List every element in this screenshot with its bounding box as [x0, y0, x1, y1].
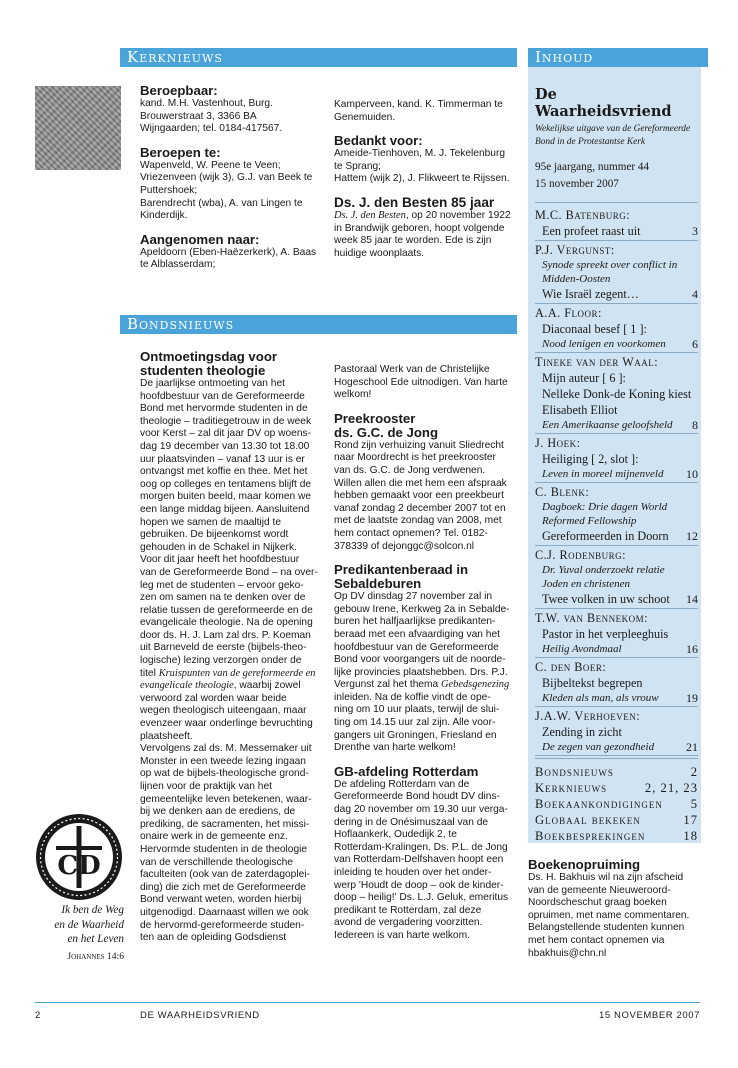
toc-author: C. Blenk:: [535, 484, 590, 499]
text-line: prediking, de sacramenten, het missi-: [140, 818, 310, 830]
text-line: dering in de Onésimuszaal van de: [334, 816, 489, 828]
bondsnieuws-header: Bondsnieuws: [120, 315, 517, 334]
gb-title: GB-afdeling Rotterdam: [334, 763, 479, 779]
text-line: Rond zijn verhuizing vanuit Sliedrecht: [334, 439, 504, 451]
section-item[interactable]: [535, 780, 698, 796]
text-line: Wapenveld, W. Peene te Veen;: [140, 159, 281, 171]
section-name: Boekaankondigingen: [535, 796, 663, 811]
section-page: 17: [683, 812, 698, 827]
text-line: Hoflaankerk, Oudedijk 2, te: [334, 829, 457, 841]
toc-item-page: 16: [686, 641, 698, 656]
text-line: Kamperveen, kand. K. Timmerman te: [334, 99, 503, 110]
toc-item-title: Midden-Oosten: [542, 272, 611, 285]
predikanten-title2: Sebaldeburen: [334, 576, 422, 592]
toc-item[interactable]: [535, 370, 698, 386]
toc-item[interactable]: [535, 500, 698, 514]
text-line: Pastoraal Werk van de Christelijke: [334, 364, 490, 375]
toc-item[interactable]: [535, 675, 698, 691]
text-line: hopen we samen de maaltijd te: [140, 516, 282, 528]
text-line: theologie – traditiegetrouw in de week: [140, 415, 312, 427]
toc-divider: [535, 755, 698, 756]
toc-author: J. Hoek:: [535, 435, 581, 450]
text-line: gemeentelijke leven betekenen, waar-: [140, 793, 312, 805]
toc-item-title: Diaconaal besef [ 1 ]:: [542, 321, 647, 336]
text-line: Bond met hervormde studenten in de: [140, 403, 308, 415]
table-of-contents: [535, 207, 698, 756]
toc-item-title: Synode spreekt over conflict in: [542, 258, 678, 271]
preekrooster-title1: Preekrooster: [334, 410, 416, 426]
text-line: oog op colleges en tentamens blijft de: [140, 478, 312, 490]
issue-number: 95e jaargang, nummer 44: [535, 160, 650, 173]
text-line: predikant te Rotterdam, zal deze: [334, 904, 482, 916]
toc-divider: [535, 545, 698, 546]
kerknieuws-col2: [334, 99, 519, 260]
text-line: onaire werk in de gemeente enz.: [140, 831, 288, 843]
text-line: buren het halfjaarlijkse predikanten-: [334, 616, 496, 628]
text-line: ting om 14.15 uur zal zijn. Alle voor-: [334, 717, 496, 729]
text-line: welkom!: [334, 389, 372, 401]
text-line: hbakhuis@chn.nl: [528, 947, 607, 959]
toc-item[interactable]: [535, 577, 698, 591]
text-line: Wijngaarden; tel. 0184-417567.: [140, 123, 283, 135]
predikanten-title1: Predikantenberaad in: [334, 562, 469, 578]
toc-author: J.A.W. Verhoeven:: [535, 708, 641, 723]
bondsnieuws-col2: [334, 364, 519, 943]
toc-item-title: Mijn auteur [ 6 ]:: [542, 370, 626, 385]
text-line: bij we denken aan de erediens, de: [140, 806, 296, 818]
text-line: avond de vergadering voorzitten.: [334, 917, 483, 929]
bedankt-title: Bedankt voor:: [334, 133, 423, 149]
text-line: Noordscheschut graag boeken: [528, 897, 667, 909]
toc-item[interactable]: [535, 467, 698, 481]
text-line: uur plaatsvinden – vanaf 13 uur is er: [140, 453, 305, 465]
toc-item[interactable]: [535, 418, 698, 432]
toc-divider: [535, 240, 698, 241]
text-line: Ds. H. Bakhuis wil na zijn afscheid: [528, 872, 684, 883]
text-line: Bond voor voorgangers uit de noorde-: [334, 654, 506, 666]
text-line: Barendrecht (wba), A. van Lingen te: [140, 197, 303, 209]
quote-line: en het Leven: [67, 933, 124, 946]
section-page: 2, 21, 23: [644, 780, 698, 795]
text-line: de hervormd-gereformeerde studen-: [140, 919, 305, 931]
text-line: naar Moordrecht is het preekrooster: [334, 452, 496, 464]
text-line: van ds. G.C. de Jong verdwenen.: [334, 464, 486, 476]
toc-item-title: Nelleke Donk-de Koning kiest: [542, 386, 692, 401]
footer-magazine: DE WAARHEIDSVRIEND: [140, 1010, 260, 1021]
footer-rule: [35, 1002, 700, 1003]
quote-line: Ik ben de Weg: [61, 904, 124, 916]
text-line: Hattem (wijk 2), J. Flikweert te Rijssen.: [334, 173, 510, 185]
gb-logo-icon: [34, 812, 124, 902]
text-line: Genemuiden.: [334, 111, 396, 123]
text-line: Vriezenveen (wijk 3), G.J. van Beek te: [140, 172, 313, 184]
toc-item[interactable]: [535, 451, 698, 467]
text-line: Vervolgens zal ds. M. Messemaker uit: [140, 743, 312, 755]
magazine-subtitle: Wekelijkse uitgave van de Gereformeerde: [535, 124, 691, 134]
text-line: Drenthe van harte welkom!: [334, 742, 456, 754]
toc-item[interactable]: [535, 258, 698, 272]
text-line: hebben gemaakt voor een preekbeurt: [334, 490, 504, 502]
text-line: ding) die zich met de Gereformeerde: [140, 881, 306, 893]
text-line: Belangstellende studenten kunnen: [528, 922, 685, 934]
toc-item[interactable]: [535, 386, 698, 402]
text-line: huidige woonplaats.: [334, 247, 425, 259]
text-line: Iedereen is van harte welkom.: [334, 929, 470, 941]
toc-item-page: 14: [686, 591, 698, 606]
text-line: dag 19 december van 13.30 tot 18.00: [140, 440, 310, 452]
toc-item[interactable]: [535, 286, 698, 302]
toc-item-title: Nood lenigen en voorkomen: [542, 337, 666, 350]
text-line: gebruiken. De bijeenkomst wordt: [140, 529, 289, 541]
text-line: logische) lezing verzorgen onder de: [140, 655, 302, 667]
text-line: kand. M.H. Vastenhout, Burg.: [140, 98, 273, 109]
text-line: wegen theologisch uiteengaan, maar: [140, 705, 307, 717]
quote-line: en de Waarheid: [54, 918, 124, 931]
kerknieuws-col1: [140, 84, 325, 272]
text-line: met de laatste zondag van 2008, met: [334, 515, 502, 527]
toc-item[interactable]: [535, 272, 698, 286]
text-line: lijke provincies plaatshebben. Drs. P.J.: [334, 666, 508, 678]
toc-item-title: Wie Israël zegent…: [542, 286, 639, 301]
text-line: plaatsheeft.: [140, 730, 193, 742]
text-line: gehouden in de Schakel in Nijkerk.: [140, 541, 297, 553]
text-line: relatie tussen de gereformeerde en de: [140, 604, 313, 616]
beroepbaar-title: Beroepbaar:: [140, 83, 218, 98]
text-line: verwoord zal worden waar beide: [140, 692, 287, 704]
toc-author: P.J. Vergunst:: [535, 242, 615, 257]
text-line: hem contact opnemen? Tel. 0182-: [334, 527, 488, 539]
text-line: werp 'Houdt de doop – ook de kinder-: [334, 879, 504, 891]
toc-item-title: Joden en christenen: [542, 577, 630, 590]
text-line: Monster in een tweede lezing ingaan: [140, 755, 306, 767]
text-line: Apeldoorn (Eben-Haëzerkerk), A. Baas: [140, 246, 317, 258]
magazine-title: De Waarheidsvriend: [535, 86, 672, 120]
toc-item-title: De zegen van gezondheid: [542, 740, 655, 753]
text-line: Kinderdijk.: [140, 210, 188, 222]
text-line: vanaf zondag 2 december 2007 tot en: [334, 502, 506, 514]
toc-author: C. den Boer:: [535, 659, 607, 674]
text-line: hoofdbestuur van de Gereformeerde: [334, 641, 499, 653]
section-name: Kerknieuws: [535, 780, 608, 795]
section-name: Globaal bekeken: [535, 812, 641, 827]
preekrooster-title2: ds. G.C. de Jong: [334, 424, 439, 440]
text-line: Hervormde studenten in de theologie: [140, 843, 308, 855]
magazine-subtitle: Bond in de Protestantse Kerk: [535, 137, 646, 148]
text-line: Puttershoek;: [140, 184, 198, 196]
toc-item[interactable]: [535, 691, 698, 705]
inhoud-content: [535, 86, 698, 844]
ontmoeting-titel-line: titel Kruispunten van de gereformeerde en: [140, 667, 316, 679]
toc-item[interactable]: [535, 740, 698, 754]
text-line: ning om 10 uur plaats, terwijl de slui-: [334, 704, 500, 716]
toc-item-title: Gereformeerden in Doorn: [542, 528, 669, 543]
toc-item[interactable]: [535, 724, 698, 740]
scripture-quote: [20, 903, 124, 964]
text-line: Ameide-Tienhoven, M. J. Tekelenburg: [334, 148, 506, 160]
text-line: voor Kerst – zal dit jaar DV op woens-: [140, 428, 311, 440]
text-line: met hem contact opnemen via: [528, 934, 665, 946]
text-line: leg met de studenten – ervoor geko-: [140, 579, 304, 591]
text-line: evangelicale theologie. Na de opening: [140, 617, 313, 629]
text-line: inleiden. Na de koffie vindt de ope-: [334, 691, 491, 703]
section-name: Bondsnieuws: [535, 764, 614, 779]
toc-item-page: 4: [692, 286, 698, 301]
text-line: opruimen, met name commentaren.: [528, 909, 690, 921]
toc-author: Tineke van der Waal:: [535, 354, 659, 369]
toc-divider: [535, 706, 698, 707]
text-line: Brouwerstraat 3, 3366 BA: [140, 110, 257, 122]
toc-item[interactable]: [535, 402, 698, 418]
text-line: van de gemeente Nieuweroord-: [528, 884, 671, 896]
text-line: Voor dit jaar heeft het hoofdbestuur: [140, 554, 300, 566]
toc-divider: [535, 352, 698, 353]
toc-item-page: 12: [686, 528, 698, 543]
toc-item[interactable]: [535, 337, 698, 351]
section-item[interactable]: [535, 812, 698, 828]
quote-ref: Johannes 14:6: [67, 950, 124, 962]
text-line: week 85 jaar te worden. Ede is zijn: [334, 235, 492, 247]
text-line: lijnen voor de praktijk van het: [140, 781, 272, 792]
text-line: te Alblasserdam;: [140, 259, 216, 271]
besten-line: Ds. J. den Besten, op 20 november 1922: [334, 209, 511, 221]
toc-item[interactable]: [535, 223, 698, 239]
aangenomen-title: Aangenomen naar:: [140, 231, 260, 247]
toc-divider: [535, 433, 698, 434]
toc-item[interactable]: [535, 591, 698, 607]
toc-item-title: Heiliging [ 2, slot ]:: [542, 451, 639, 466]
ontmoeting-title1: Ontmoetingsdag voor: [140, 349, 278, 364]
portrait-photo: [35, 86, 121, 170]
toc-item-title: Dr. Yuval onderzoekt relatie: [542, 563, 665, 576]
toc-divider: [535, 303, 698, 304]
inhoud-header: Inhoud: [528, 48, 708, 67]
text-line: zen om samen na te denken over de: [140, 592, 306, 604]
text-line: een lange middag bijeen. Aansluitend: [140, 503, 310, 515]
text-line: De jaarlijkse ontmoeting van het: [140, 378, 285, 389]
toc-item[interactable]: [535, 514, 698, 528]
beroepen-title: Beroepen te:: [140, 144, 221, 160]
ontmoeting-titel-line2: evangelicale theologie, waarbij zowel: [140, 680, 301, 692]
ontmoeting-title2: studenten theologie: [140, 363, 266, 378]
section-list: [535, 764, 698, 844]
toc-item-page: 3: [692, 223, 698, 238]
text-line: doop – heilig!' Ds. L.J. Geluk, emeritus: [334, 892, 509, 904]
text-line: op wat de bijbels-theologische grond-: [140, 768, 309, 780]
toc-item-title: Elisabeth Elliot: [542, 402, 618, 417]
boekenopruiming-title: Boekenopruiming: [528, 857, 641, 872]
toc-item[interactable]: [535, 563, 698, 577]
toc-item-page: 8: [692, 417, 698, 432]
text-line: te Sprang;: [334, 160, 382, 172]
toc-item-title: Leven in moreel mijnenveld: [542, 467, 664, 480]
toc-divider: [535, 608, 698, 609]
text-line: Hogeschool Ede uitnodigen. Van harte: [334, 376, 508, 388]
text-line: inleiding te houden over het onder-: [334, 867, 492, 878]
toc-item-title: Heilig Avondmaal: [542, 642, 622, 655]
toc-author: C.J. Rodenburg:: [535, 547, 627, 562]
text-line: ten aan de opleiding Godsdienst: [140, 932, 287, 944]
toc-author: M.C. Batenburg:: [535, 207, 631, 222]
kerknieuws-header: Kerknieuws: [120, 48, 517, 67]
text-line: gangers uit Groningen, Friesland en: [334, 729, 497, 741]
predikanten-thema-line: Vergunst zal het thema Gebedsgenezing: [334, 679, 510, 691]
toc-item-page: 21: [686, 739, 698, 754]
toc-author: A.A. Floor:: [535, 305, 602, 320]
text-line: van de Gereformeerde Bond – na over-: [140, 566, 318, 578]
toc-item[interactable]: [535, 626, 698, 642]
text-line: van de verschillende theologische: [140, 856, 293, 868]
besten-title: Ds. J. den Besten 85 jaar: [334, 194, 495, 210]
section-name: Boekbesprekingen: [535, 828, 646, 843]
text-line: uitgenodigd. Daarnaast willen we ook: [140, 906, 309, 918]
section-item[interactable]: [535, 764, 698, 780]
text-line: Rotterdam-Kralingen. Ds. P.L. de Jong: [334, 841, 508, 853]
boekenopruiming: [528, 858, 713, 960]
toc-item-page: 10: [686, 466, 698, 481]
text-line: De afdeling Rotterdam van de: [334, 778, 470, 790]
logo-letters: CD: [57, 851, 101, 881]
toc-item-title: Zending in zicht: [542, 724, 622, 739]
text-line: Willen allen die met hem een afspraak: [334, 477, 507, 489]
page-number: 2: [35, 1010, 41, 1021]
text-line: 378339 of dejonggc@solcon.nl: [334, 540, 475, 552]
toc-item[interactable]: [535, 321, 698, 337]
toc-author: T.W. van Bennekom:: [535, 610, 648, 625]
toc-item-page: 6: [692, 336, 698, 351]
text-line: morgen buiten beeld, maar komen we: [140, 491, 312, 503]
toc-item-title: Kleden als man, als vrouw: [542, 691, 659, 704]
text-line: uit Barneveld de eerste (bijbels-theo-: [140, 642, 307, 654]
section-page: 5: [690, 796, 698, 811]
text-line: ontvangst met koffie en thee. Met het: [140, 466, 308, 478]
toc-item-page: 19: [686, 690, 698, 705]
text-line: beraad met een afvaardiging van het: [334, 628, 500, 640]
toc-item[interactable]: [535, 642, 698, 656]
section-page: 2: [690, 764, 698, 779]
text-line: hoofdbestuur van de Gereformeerde: [140, 390, 305, 402]
toc-item-title: Een profeet raast uit: [542, 223, 641, 238]
text-line: evenzeer waar onderlinge bevruchting: [140, 718, 313, 730]
section-page: 18: [683, 828, 698, 843]
text-line: van Rotterdam-Delfshaven hoopt een: [334, 854, 504, 866]
text-line: Gereformeerde Bond houdt DV dins-: [334, 791, 500, 803]
toc-item-title: Bijbeltekst begrepen: [542, 675, 643, 690]
text-line: Bond verwant weten, worden hierbij: [140, 894, 302, 906]
text-line: door ds. H. J. Lam zal drs. P. Koeman: [140, 629, 311, 641]
toc-divider: [535, 482, 698, 483]
text-line: faculteiten (ook van de zaterdagoplei-: [140, 869, 310, 881]
section-item[interactable]: [535, 796, 698, 812]
text-line: gebouw Irene, Kerkweg 2a in Sebalde-: [334, 603, 510, 615]
toc-item-title: Dagboek: Drie dagen World: [542, 500, 668, 513]
toc-item-title: Twee volken in uw schoot: [542, 591, 670, 606]
toc-divider: [535, 657, 698, 658]
toc-item-title: Pastor in het verpleeghuis: [542, 626, 669, 641]
issue-date: 15 november 2007: [535, 177, 619, 190]
bondsnieuws-col1: [140, 350, 325, 945]
toc-item-title: Een Amerikaanse geloofsheld: [542, 418, 673, 431]
text-line: Op DV dinsdag 27 november zal in: [334, 591, 492, 603]
toc-item[interactable]: [535, 528, 698, 544]
text-line: dag 20 november om 19.30 uur verga-: [334, 804, 508, 816]
section-item[interactable]: [535, 828, 698, 844]
footer-date: 15 NOVEMBER 2007: [599, 1010, 700, 1021]
toc-item-title: Reformed Fellowship: [542, 514, 637, 527]
text-line: in Brandwijk geboren, hoopt volgende: [334, 222, 505, 234]
